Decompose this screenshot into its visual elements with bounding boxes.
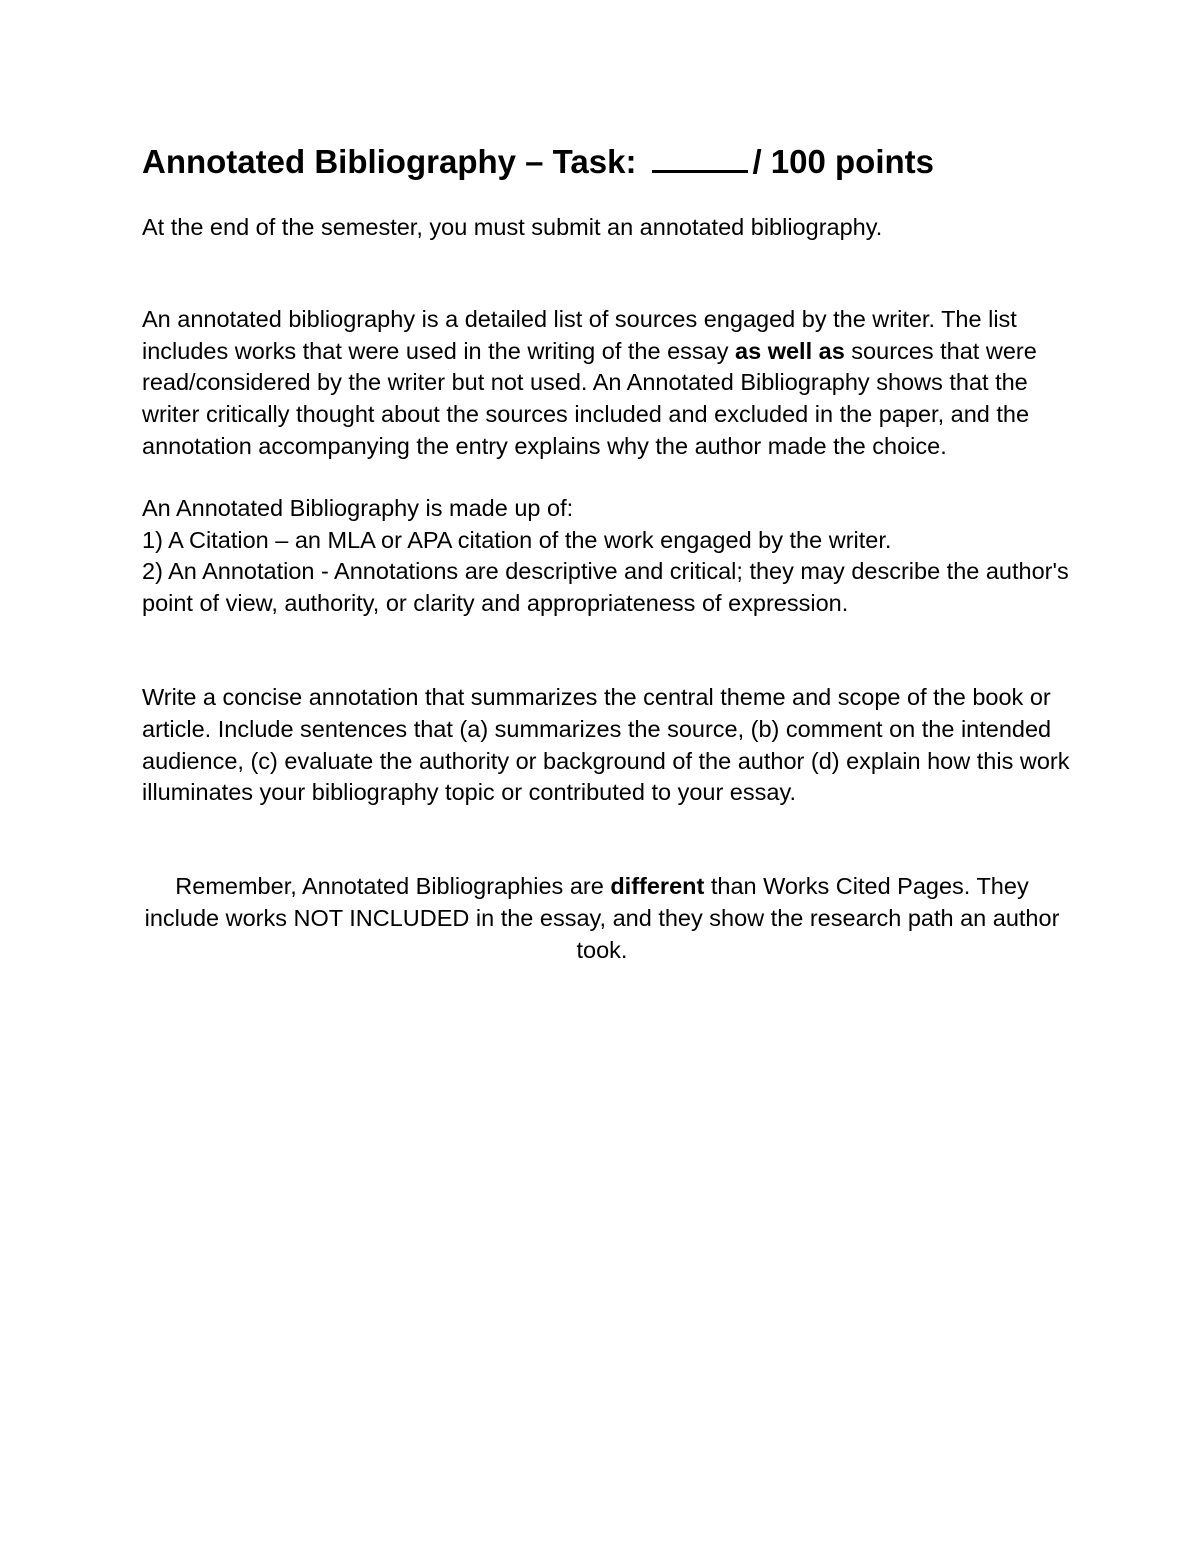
page-title — [142, 140, 1072, 184]
title-text: Annotated Bibliography – Task: — [142, 143, 637, 180]
reminder-emphasis: different — [610, 873, 705, 900]
intro-paragraph: At the end of the semester, you must submit an annotated bibliography. — [142, 214, 883, 240]
components-heading: An Annotated Bibliography is made up of: — [142, 494, 574, 521]
title-points: / 100 points — [752, 143, 934, 180]
definition-text-1: An annotated bibliography is a detailed list of sources engaged by the writer. The list includes works that were used in the writing of the essay — [142, 305, 1017, 364]
score-blank — [652, 142, 748, 173]
definition-text-2: sources that were read/considered by the writer but not used. An Annotated Bibliography shows that the writer critically thought about the sources included and excluded in the paper, and the annotation accompanying the entry explains why the author made the choice. — [142, 337, 1037, 459]
definition-emphasis: as well as — [735, 337, 845, 364]
definition-paragraph — [142, 304, 1072, 463]
reminder-text-2: than Works Cited Pages. They include works NOT INCLUDED in the essay, and they show the research path an author took. — [144, 873, 1060, 963]
components-list — [142, 493, 1072, 620]
reminder-paragraph — [142, 871, 1062, 966]
list-item: 2) An Annotation - Annotations are descriptive and critical; they may describe the author's point of view, authority, or clarity and appropriateness of expression. — [142, 558, 1069, 617]
document-body — [142, 140, 1072, 967]
instructions-paragraph: Write a concise annotation that summarizes the central theme and scope of the book or article. Include sentences that (a) summarizes the source, (b) comment on the intended audience, (c) evaluate the authority or background of the author (d) explain how this work illuminates your bibliography topic or contributed to your essay. — [142, 683, 1070, 806]
reminder-text-1: Remember, Annotated Bibliographies are — [175, 873, 611, 900]
list-item: 1) A Citation – an MLA or APA citation of the work engaged by the writer. — [142, 526, 892, 553]
